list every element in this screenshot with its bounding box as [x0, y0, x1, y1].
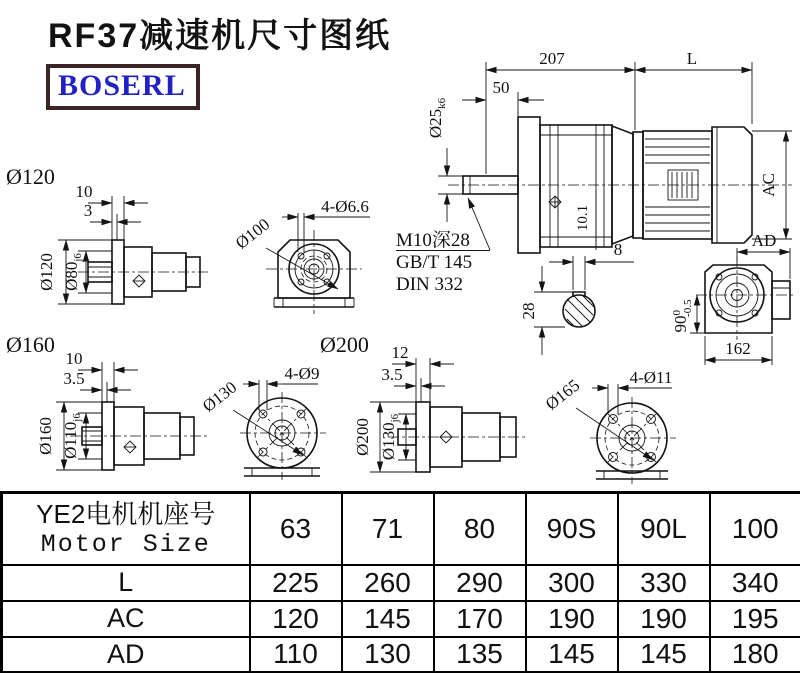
AC-90s: 190 — [526, 601, 618, 637]
dim-10-label: 10 — [75, 182, 93, 201]
note-din-label: DIN 332 — [396, 274, 464, 295]
dim-AD-label: AD — [751, 231, 777, 250]
size-col-100: 100 — [710, 493, 800, 565]
row-label-AC: AC — [2, 601, 250, 637]
AC-100: 195 — [710, 601, 800, 637]
size-col-63: 63 — [250, 493, 342, 565]
dim-90-label: $90^0-0.5$ — [671, 299, 694, 333]
thread-notes — [396, 198, 490, 295]
AD-90l: 145 — [618, 637, 710, 673]
dim-AC-label: AC — [759, 173, 778, 197]
AD-71: 130 — [342, 637, 434, 673]
motor-size-header-cell — [2, 493, 250, 565]
page-title: RF37减速机尺寸图纸 — [48, 17, 392, 55]
view-o160-side — [6, 332, 208, 470]
table-row-AC — [2, 601, 800, 637]
AD-63: 110 — [250, 637, 342, 673]
view-o165-front — [542, 368, 676, 484]
dim-162-label: 162 — [725, 339, 751, 358]
view-o120-title: Ø120 — [6, 164, 55, 189]
AC-90l: 190 — [618, 601, 710, 637]
view-o200-side — [353, 343, 526, 472]
plug-symbol — [124, 441, 136, 453]
view-o120-side — [6, 164, 208, 304]
size-col-71: 71 — [342, 493, 434, 565]
table-row-L — [2, 565, 800, 601]
dia-160-label: Ø160 — [36, 417, 55, 455]
AD-100: 180 — [710, 637, 800, 673]
dia-200-label: Ø200 — [353, 418, 372, 456]
holes-4-o9-label: 4-Ø9 — [284, 364, 320, 383]
note-m10-label: M10深28 — [396, 230, 470, 251]
keyway-section-view — [519, 240, 634, 355]
L-63: 225 — [250, 565, 342, 601]
L-100: 340 — [710, 565, 800, 601]
dim-3-5-label: 3.5 — [381, 365, 403, 384]
plug-symbol — [549, 196, 561, 208]
bolt-circle-165-label: Ø165 — [541, 375, 584, 414]
L-90s: 300 — [526, 565, 618, 601]
dia-130j6-label: $Ø130_{j6}$ — [379, 413, 401, 461]
header-chinese: YE2电机机座号 — [36, 498, 216, 529]
motor-rear-view — [671, 231, 796, 365]
row-label-L: L — [2, 565, 250, 601]
view-o200-title: Ø200 — [320, 332, 369, 357]
plug-symbol — [440, 431, 452, 443]
key-width-label: 8 — [613, 240, 623, 259]
holes-4-o6-6-label: 4-Ø6.6 — [321, 197, 369, 216]
bolt-circle-130-label: Ø130 — [198, 377, 241, 416]
dim-50-label: 50 — [492, 78, 510, 97]
dim-3-label: 3 — [83, 201, 93, 220]
AC-80: 170 — [434, 601, 526, 637]
dim-3-5-label: 3.5 — [63, 369, 85, 388]
L-80: 290 — [434, 565, 526, 601]
plug-symbol — [133, 275, 145, 287]
AD-90s: 145 — [526, 637, 618, 673]
dim-10-1-label: 10.1 — [575, 204, 591, 232]
table-row-AD — [2, 637, 800, 673]
size-col-80: 80 — [434, 493, 526, 565]
bolt-circle-100-label: Ø100 — [231, 214, 274, 253]
AD-80: 135 — [434, 637, 526, 673]
note-gbt-label: GB/T 145 — [396, 252, 473, 273]
dia-110j6-label: $Ø110_{j6}$ — [61, 413, 83, 459]
L-71: 260 — [342, 565, 434, 601]
motor-dimension-table — [0, 491, 800, 673]
shaft-diameter-label: $Ø25_{k6}$ — [426, 97, 448, 139]
header-english: Motor Size — [40, 529, 211, 559]
row-label-AD: AD — [2, 637, 250, 673]
AC-63: 120 — [250, 601, 342, 637]
AC-71: 145 — [342, 601, 434, 637]
table-header-row — [2, 493, 800, 565]
holes-4-o11-label: 4-Ø11 — [629, 368, 673, 387]
L-90l: 330 — [618, 565, 710, 601]
dim-10-label: 10 — [65, 349, 83, 368]
size-col-90s: 90S — [526, 493, 618, 565]
main-side-view — [426, 49, 792, 253]
dim-207-label: 207 — [539, 49, 565, 68]
dim-L-label: L — [686, 49, 698, 68]
view-o160-title: Ø160 — [6, 332, 55, 357]
dia-80j6-label: $Ø80_{j6}$ — [62, 253, 84, 291]
view-o130-front — [199, 332, 369, 480]
size-col-90l: 90L — [618, 493, 710, 565]
dim-12-label: 12 — [391, 343, 409, 362]
brand-logo: BOSERL — [46, 64, 200, 110]
key-depth-label: 28 — [519, 302, 538, 320]
dia-120-label: Ø120 — [37, 253, 56, 291]
view-o100-front — [232, 197, 370, 314]
